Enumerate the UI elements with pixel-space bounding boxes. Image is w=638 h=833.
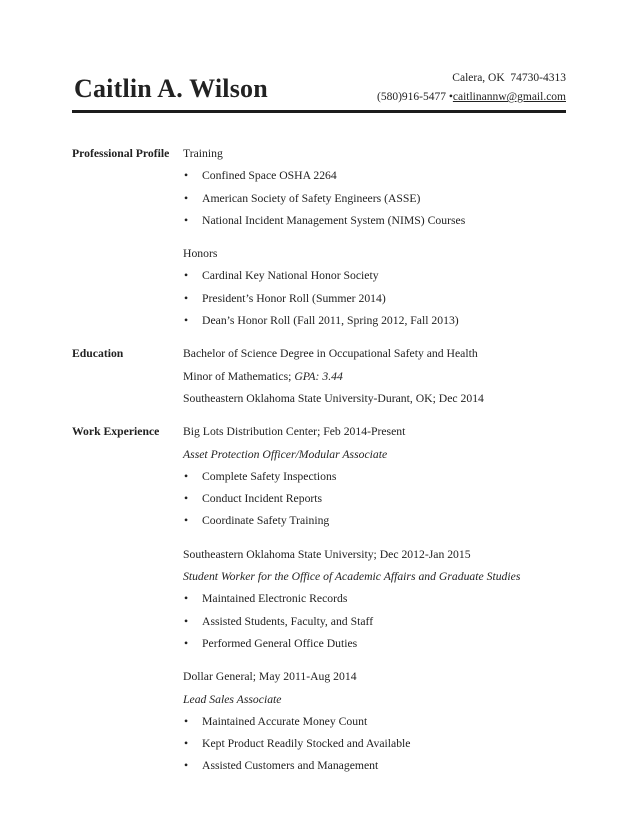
bullet-item: [183, 265, 582, 287]
bullet-text: President’s Honor Roll (Summer 2014): [202, 291, 386, 305]
bullet-glyph: •: [184, 759, 189, 773]
bullet-item: [183, 588, 582, 610]
bullet-item: [183, 310, 582, 332]
entry-group: [183, 243, 582, 332]
bullet-text: Complete Safety Inspections: [202, 469, 337, 483]
bullet-item: [183, 165, 582, 187]
entry-line: [183, 143, 582, 165]
entry-group: [183, 544, 582, 655]
bullet-text: Performed General Office Duties: [202, 636, 358, 650]
bullet-text: Maintained Accurate Money Count: [202, 714, 368, 728]
job-title: [183, 689, 582, 711]
bullet-text: Conduct Incident Reports: [202, 492, 323, 506]
entry-line: [183, 666, 582, 688]
section-content: [183, 343, 582, 410]
bullet-text: Coordinate Safety Training: [202, 514, 330, 528]
bullet-item: [183, 755, 582, 777]
bullet-glyph: •: [184, 191, 189, 205]
header-divider: [72, 110, 566, 113]
entry-group: [183, 421, 582, 532]
section-label: Work Experience: [72, 425, 160, 439]
bullet-item: [183, 188, 582, 210]
section-label: Education: [72, 347, 124, 361]
bullet-text: Cardinal Key National Honor Society: [202, 269, 379, 283]
entry-line: [183, 544, 582, 566]
bullet-text: Assisted Students, Faculty, and Staff: [202, 614, 374, 628]
bullet-glyph: •: [184, 737, 189, 751]
bullet-glyph: •: [184, 614, 189, 628]
bullet-text: Kept Product Readily Stocked and Available: [202, 737, 411, 751]
line-text: Big Lots Distribution Center; Feb 2014-Present: [183, 425, 406, 439]
entry-line: [183, 343, 582, 365]
bullet-item: [183, 633, 582, 655]
email-link[interactable]: caitlinannw@gmail.com: [452, 91, 566, 103]
entry-line: [183, 243, 582, 265]
bullet-item: [183, 711, 582, 733]
bullet-item: [183, 466, 582, 488]
contact-phone: (580)916-5477: [376, 91, 446, 103]
resume-section: [72, 343, 582, 410]
line-text: Minor of Mathematics;: [183, 369, 295, 383]
entry-group: [183, 143, 582, 232]
bullet-glyph: •: [184, 291, 189, 305]
line-text: Lead Sales Associate: [183, 692, 282, 706]
bullet-item: [183, 611, 582, 633]
line-text: Bachelor of Science Degree in Occupational Safety and Health: [183, 347, 478, 361]
bullet-text: American Society of Safety Engineers (ASSE): [202, 191, 421, 205]
entry-group: [183, 343, 582, 410]
bullet-item: [183, 288, 582, 310]
bullet-glyph: •: [184, 514, 189, 528]
entry-group: [183, 666, 582, 777]
bullet-glyph: •: [184, 269, 189, 283]
bullet-text: National Incident Management System (NIMS) Courses: [202, 213, 466, 227]
contact-phone-email: [377, 88, 566, 107]
bullet-glyph: •: [184, 714, 189, 728]
line-text: Student Worker for the Office of Academic Affairs and Graduate Studies: [183, 570, 521, 584]
section-content: [183, 143, 582, 332]
section-content: [183, 421, 582, 777]
job-title: [183, 444, 582, 466]
line-text: Honors: [183, 247, 218, 261]
bullet-glyph: •: [184, 169, 189, 183]
section-label: Professional Profile: [72, 147, 170, 160]
bullet-text: Maintained Electronic Records: [202, 592, 348, 606]
bullet-text: Dean’s Honor Roll (Fall 2011, Spring 2012, Fall 2013): [202, 314, 459, 328]
entry-line: [183, 421, 582, 443]
resume-name: Caitlin A. Wilson: [74, 74, 268, 103]
bullet-glyph: •: [184, 314, 189, 328]
bullet-text: Assisted Customers and Management: [202, 759, 379, 773]
bullet-glyph: •: [184, 636, 189, 650]
bullet-glyph: •: [184, 469, 189, 483]
bullet-item: [183, 733, 582, 755]
bullet-item: [183, 210, 582, 232]
contact-block: [377, 69, 566, 107]
line-text: Southeastern Oklahoma State University; Dec 2012-Jan 2015: [183, 547, 471, 561]
bullet-glyph: •: [184, 592, 189, 606]
resume-body: [72, 143, 582, 778]
resume-section: [72, 143, 582, 332]
entry-line: [183, 388, 582, 410]
bullet-separator: •: [445, 91, 453, 103]
job-title: [183, 566, 582, 588]
bullet-item: [183, 510, 582, 532]
entry-line: [183, 366, 582, 388]
line-text: Training: [183, 147, 223, 160]
bullet-item: [183, 488, 582, 510]
bullet-text: Confined Space OSHA 2264: [202, 169, 337, 183]
resume-section: [72, 421, 582, 777]
italic-text: GPA: 3.44: [294, 369, 343, 383]
bullet-glyph: •: [184, 213, 189, 227]
contact-address: Calera, OK 74730-4313: [452, 72, 566, 84]
line-text: Asset Protection Officer/Modular Associate: [183, 447, 388, 461]
bullet-glyph: •: [184, 492, 189, 506]
line-text: Dollar General; May 2011-Aug 2014: [183, 670, 357, 684]
line-text: Southeastern Oklahoma State University-Durant, OK; Dec 2014: [183, 391, 484, 405]
